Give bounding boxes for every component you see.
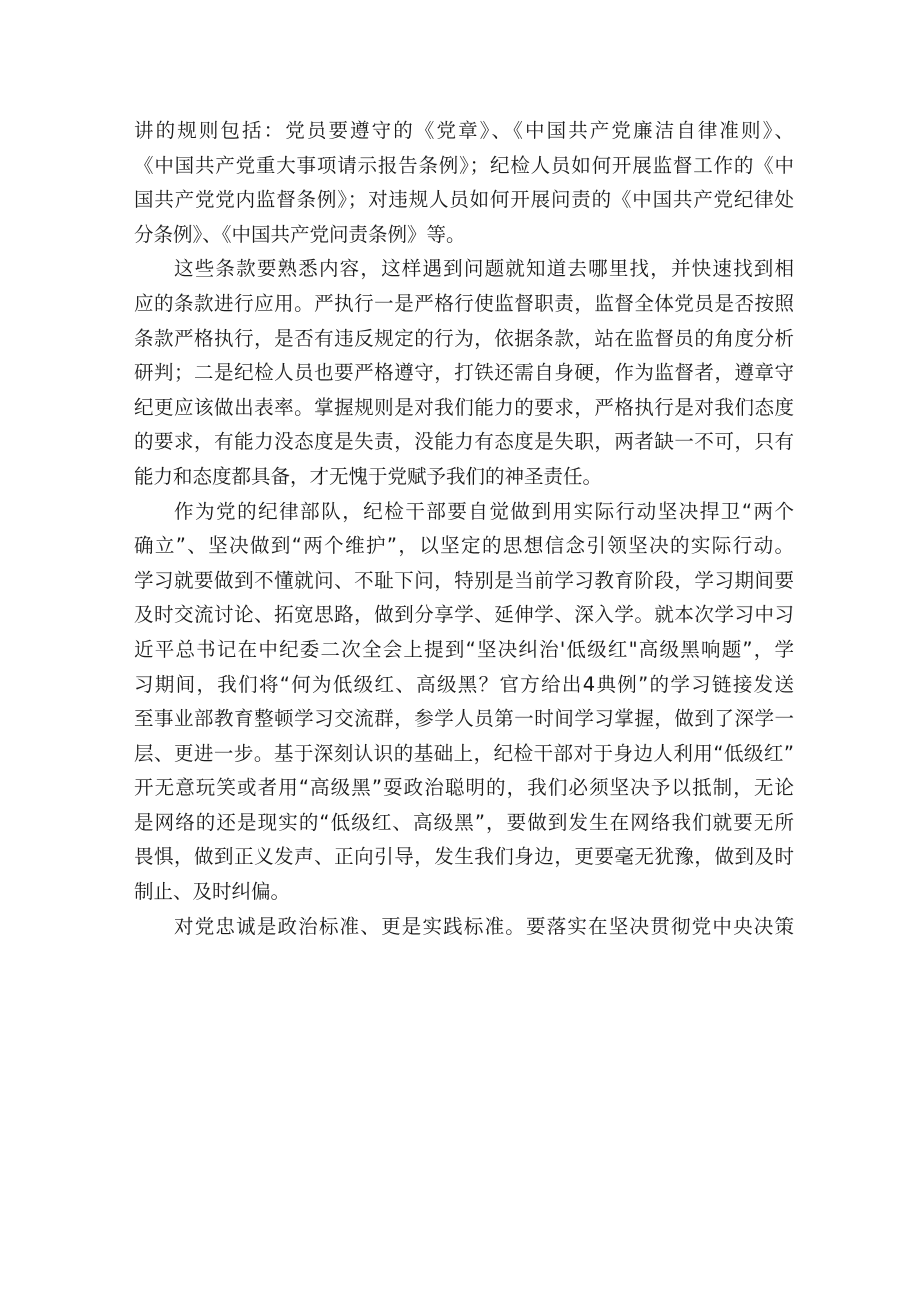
text-line: 近平总书记在中纪委二次全会上提到“坚决纠治'低级红"高级黑响题”，学	[134, 637, 794, 661]
text-line: 层、更进一步。基于深刻认识的基础上，纪检干部对于身边人利用“低级红”	[134, 741, 794, 765]
paragraph-2	[134, 252, 794, 494]
text-line: 是网络的还是现实的“低级红、高级黑”，要做到发生在网络我们就要无所	[134, 810, 794, 834]
text-line: 及时交流讨论、拓宽思路，做到分享学、延伸学、深入学。就本次学习中习	[134, 603, 794, 627]
text-line: 的要求，有能力没态度是失责，没能力有态度是失职，两者缺一不可，只有	[134, 430, 794, 454]
text-line: 分条例》、《中国共产党问责条例》等。	[134, 222, 466, 246]
document-body	[134, 114, 794, 944]
paragraph-1	[134, 114, 794, 252]
text-line: 学习就要做到不懂就问、不耻下问，特别是当前学习教育阶段，学习期间要	[134, 568, 794, 592]
text-line: 条款严格执行，是否有违反规定的行为，依据条款，站在监督员的角度分析	[134, 326, 794, 350]
text-line: 《中国共产党重大事项请示报告条例》；纪检人员如何开展监督工作的《中	[134, 153, 794, 177]
text-line: 研判；二是纪检人员也要严格遵守，打铁还需自身硬，作为监督者，遵章守	[134, 361, 794, 385]
text-line: 应的条款进行应用。严执行一是严格行使监督职责，监督全体党员是否按照	[134, 291, 794, 315]
text-line: 习期间，我们将“何为低级红、高级黑？官方给出4典例”的学习链接发送	[134, 672, 794, 696]
text-line: 作为党的纪律部队，纪检干部要自觉做到用实际行动坚决捍卫“两个	[174, 499, 794, 523]
text-line: 确立”、坚决做到“两个维护”，以坚定的思想信念引领坚决的实际行动。	[134, 534, 794, 558]
text-line: 对党忠诚是政治标准、更是实践标准。要落实在坚决贯彻党中央决策	[174, 914, 794, 938]
text-line: 开无意玩笑或者用“高级黑”耍政治聪明的，我们必须坚决予以抵制，无论	[134, 776, 794, 800]
paragraph-4	[134, 910, 794, 945]
text-line: 国共产党党内监督条例》；对违规人员如何开展问责的《中国共产党纪律处	[134, 188, 794, 212]
text-line: 讲的规则包括：党员要遵守的《党章》、《中国共产党廉洁自律准则》、	[134, 119, 794, 142]
text-line: 这些条款要熟悉内容，这样遇到问题就知道去哪里找，并快速找到相	[174, 257, 794, 281]
text-line: 畏惧，做到正义发声、正向引导，发生我们身边，更要毫无犹豫，做到及时	[134, 845, 794, 869]
paragraph-3	[134, 495, 794, 910]
text-line: 制止、及时纠偏。	[134, 880, 291, 904]
text-line: 至事业部教育整顿学习交流群，参学人员第一时间学习掌握，做到了深学一	[134, 707, 794, 731]
text-line: 纪更应该做出表率。掌握规则是对我们能力的要求，严格执行是对我们态度	[134, 395, 794, 419]
text-line: 能力和态度都具备，才无愧于党赋予我们的神圣责任。	[134, 464, 603, 488]
